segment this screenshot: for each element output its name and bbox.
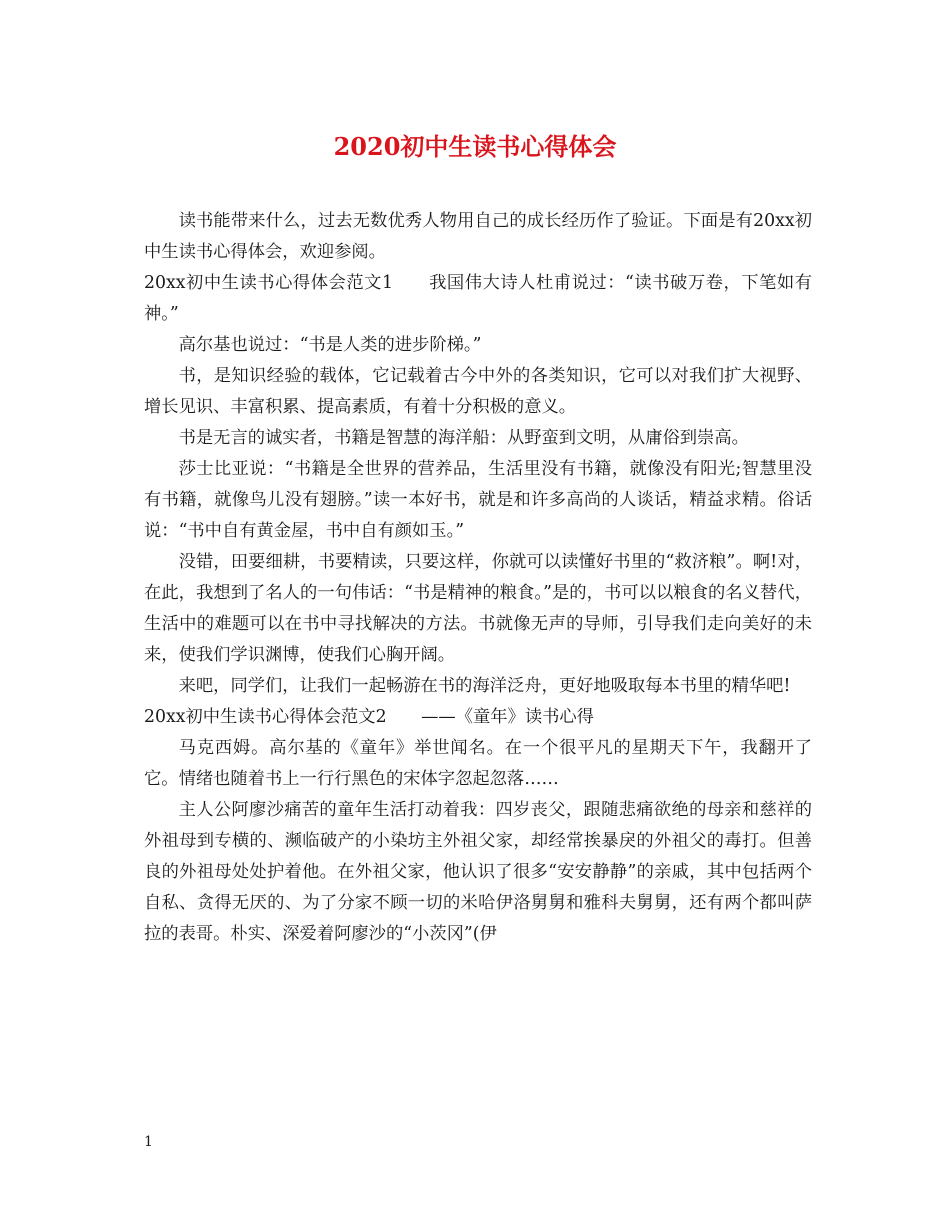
- paragraph: 莎士比亚说：“书籍是全世界的营养品，生活里没有书籍，就像没有阳光;智慧里没有书籍，就像鸟儿没有翅膀。”读一本好书，就是和许多高尚的人谈话，精益求精。俗话说：“书中自有黄金屋，书中自有颜如玉。”: [144, 459, 812, 541]
- paragraph: 高尔基也说过：“书是人类的进步阶梯。”: [178, 335, 482, 355]
- paragraph: 20xx初中生读书心得体会范文2 ——《童年》读书心得: [144, 707, 594, 727]
- paragraph: 读书能带来什么，过去无数优秀人物用自己的成长经历作了验证。下面是有20xx初中生读书心得体会，欢迎参阅。: [144, 211, 812, 262]
- paragraph: 书是无言的诚实者，书籍是智慧的海洋船：从野蛮到文明，从庸俗到崇高。: [178, 428, 749, 448]
- page-number: 1: [144, 1134, 153, 1150]
- document-title: 2020初中生读书心得体会: [333, 132, 617, 161]
- paragraph: 主人公阿廖沙痛苦的童年生活打动着我：四岁丧父，跟随悲痛欲绝的母亲和慈祥的外祖母到专横的、濒临破产的小染坊主外祖父家，却经常挨暴戾的外祖父的毒打。但善良的外祖母处处护着他。在外祖父家，他认识了很多“安安静静”的亲戚，其中包括两个自私、贪得无厌的、为了分家不顾一切的米哈伊洛舅舅和雅科夫舅舅，还有两个都叫萨拉的表哥。朴实、深爱着阿廖沙的“小茨冈”(伊: [144, 800, 812, 944]
- paragraph: 书，是知识经验的载体，它记载着古今中外的各类知识，它可以对我们扩大视野、增长见识、丰富积累、提高素质，有着十分积极的意义。: [144, 366, 812, 417]
- paragraph: 没错，田要细耕，书要精读，只要这样，你就可以读懂好书里的“救济粮”。啊!对，在此，我想到了名人的一句伟话：“书是精神的粮食。”是的，书可以以粮食的名义替代，生活中的难题可以在书中寻找解决的方法。书就像无声的导师，引导我们走向美好的未来，使我们学识渊博，使我们心胸开阔。: [144, 552, 812, 665]
- paragraph: 20xx初中生读书心得体会范文1 我国伟大诗人杜甫说过：“读书破万卷，下笔如有神。”: [144, 273, 812, 324]
- paragraph: 马克西姆。高尔基的《童年》举世闻名。在一个很平凡的星期天下午，我翻开了它。情绪也随着书上一行行黑色的宋体字忽起忽落……: [144, 738, 812, 789]
- document-body: [144, 206, 812, 950]
- paragraph: 来吧，同学们，让我们一起畅游在书的海洋泛舟，更好地吸取每本书里的精华吧!: [178, 676, 791, 696]
